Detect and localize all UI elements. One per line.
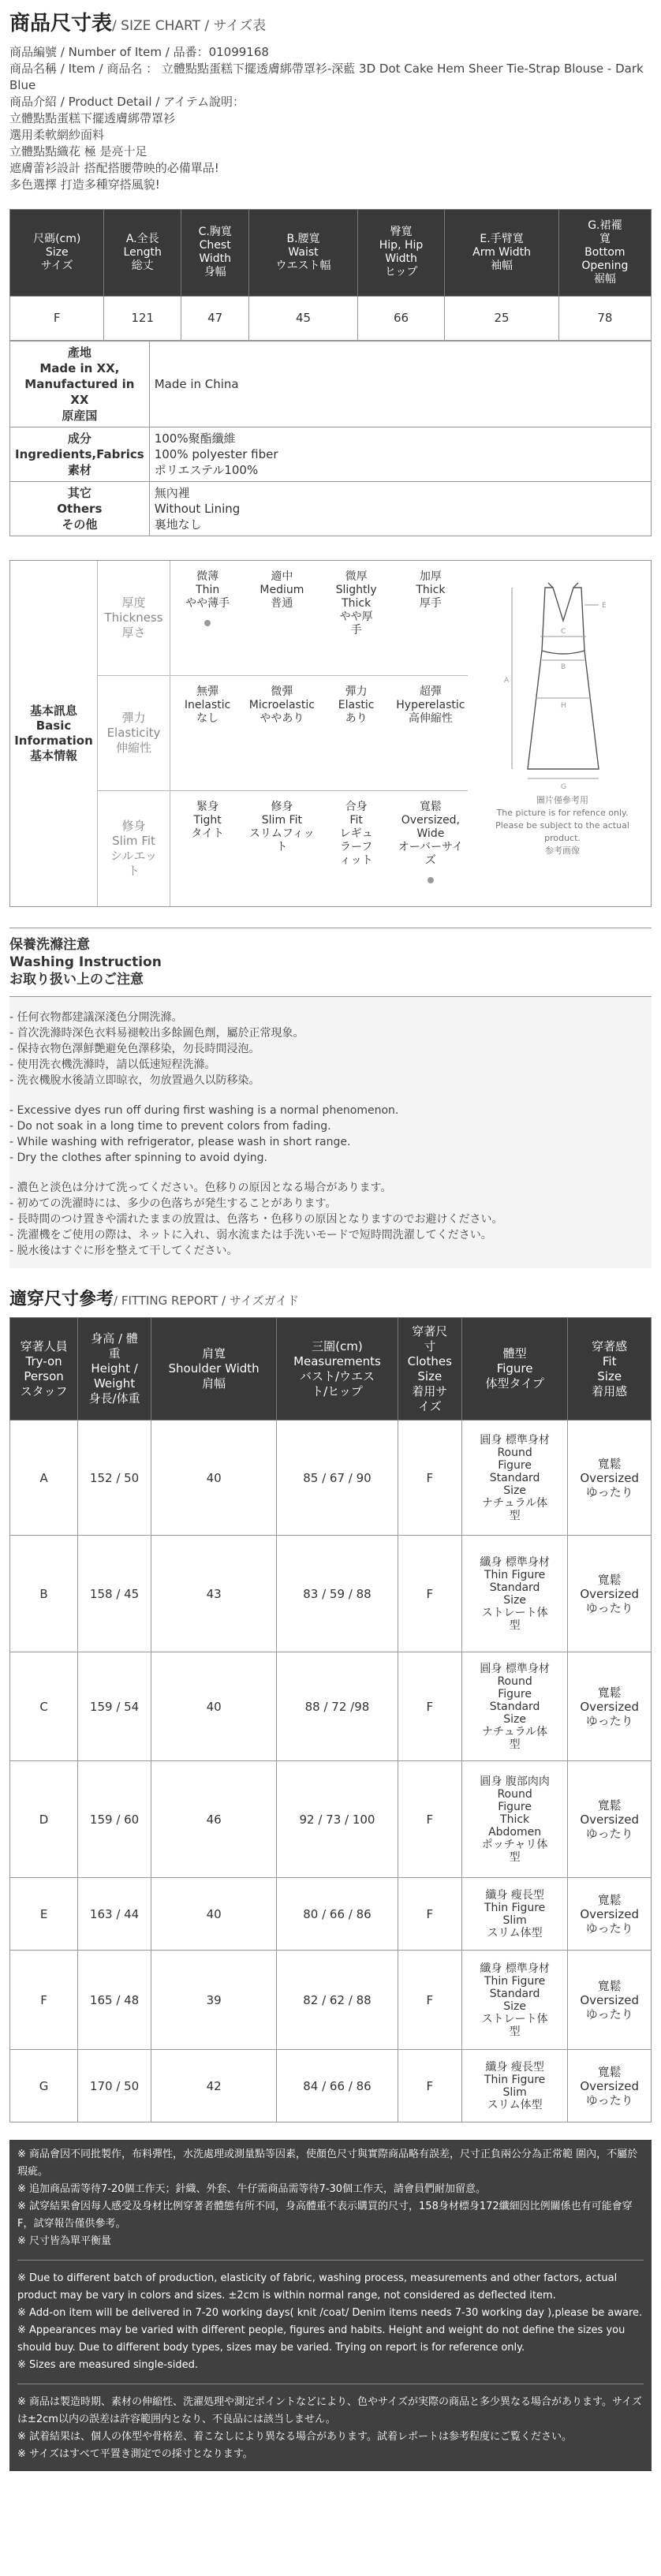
fitting-hw: 163 / 44 bbox=[78, 1878, 151, 1951]
size-header: 臀寬 Hip, Hip Width ヒップ bbox=[357, 209, 445, 296]
fitting-shoulder: 46 bbox=[151, 1761, 277, 1878]
fitting-size: F bbox=[398, 1421, 461, 1536]
info-line: 商品名稱 / Item / 商品名 ： 立體點點蛋糕下擺透膚綁帶罩衫-深藍 3D Dot Cake Hem Sheer Tie-Strap Blouse - Dark Blue bbox=[9, 61, 644, 92]
fitting-size: F bbox=[398, 1761, 461, 1878]
size-cell: 78 bbox=[558, 296, 651, 340]
attribute-option bbox=[245, 676, 319, 790]
fitting-figure: 纖身 瘦長型 Thin Figure Slim スリム体型 bbox=[461, 1878, 567, 1951]
page-title bbox=[9, 0, 652, 38]
washing-header bbox=[9, 928, 652, 997]
fitting-fit: 寬鬆 Oversized ゆったり bbox=[568, 1761, 652, 1878]
washing-title-jp: お取り扱い上のご注意 bbox=[9, 971, 144, 987]
attribute-option-label: 微薄 Thin やや薄手 bbox=[185, 569, 230, 610]
attribute-option-label: 緊身 Tight タイト bbox=[191, 800, 224, 840]
fitting-title-sub: / FITTING REPORT / サイズガイド bbox=[114, 1293, 300, 1308]
fitting-person: E bbox=[10, 1878, 78, 1951]
attribute-option-label: 修身 Slim Fit スリムフィッ ト bbox=[248, 800, 315, 853]
fitting-figure: 纖身 標準身材 Thin Figure Standard Size ストレート体 型 bbox=[461, 1536, 567, 1652]
attribute-option-label: 適中 Medium 普通 bbox=[260, 569, 304, 610]
attribute-option bbox=[245, 791, 319, 906]
title-sub: / SIZE CHART / サイズ表 bbox=[112, 18, 267, 34]
material-label: 成分 Ingredients,Fabrics 素材 bbox=[10, 427, 150, 481]
fitting-figure: 纖身 瘦長型 Thin Figure Slim スリム体型 bbox=[461, 2050, 567, 2122]
svg-text:G: G bbox=[561, 782, 566, 791]
note-line: ※ 追加商品需等待7-20個工作天；針織、外套、牛仔需商品需等待7-30個工作天，請會員們耐加留意。 bbox=[17, 2183, 487, 2196]
note-line: ※ 試着結果は、個人の体型や骨格差、着こなしにより異なる場合があります。試着レポートは参考程度にご覧ください。 bbox=[17, 2431, 572, 2443]
notes bbox=[9, 2140, 652, 2471]
note-line: ※ サイズはすべて平置き測定での採寸となります。 bbox=[17, 2448, 253, 2461]
note-line: ※ 商品會因不同批製作，布料彈性，水洗處理或測量點等因素，使顏色尺寸與實際商品略有誤差，尺寸正負兩公分為正常範 圍內，不屬於瑕疵。 bbox=[17, 2149, 638, 2178]
material-row bbox=[10, 481, 652, 536]
attribute-head: 修身 Slim Fit シルエッ ト bbox=[98, 791, 170, 906]
washing-instructions bbox=[9, 997, 652, 1268]
info-line: 選用柔軟網紗面料 bbox=[9, 127, 105, 142]
washing-line: - 使用洗衣機洗滌時，請以低速短程洗滌。 bbox=[9, 1058, 216, 1071]
fitting-row bbox=[10, 1951, 652, 2050]
washing-line: - 洗衣機脫水後請立即晾衣，勿放置過久以防移染。 bbox=[9, 1073, 260, 1087]
note-line: ※ Add-on item will be delivered in 7-20 working days( knit /coat/ Denim items needs 7-30 working day ),please be aware. bbox=[17, 2307, 643, 2320]
washing-line: - 洗濯機をご使用の際は、ネットに入れ、弱水流または手洗いモードで短時間洗濯してください。 bbox=[9, 1228, 492, 1241]
size-cell: 66 bbox=[357, 296, 445, 340]
fitting-header: 體型 Figure 体型タイプ bbox=[461, 1318, 567, 1421]
fitting-hw: 165 / 48 bbox=[78, 1951, 151, 2050]
attribute-option bbox=[170, 791, 245, 906]
fitting-meas: 80 / 66 / 86 bbox=[277, 1878, 398, 1951]
info-line: 多色選擇 打造多種穿搭風貌! bbox=[9, 177, 160, 192]
fitting-shoulder: 40 bbox=[151, 1652, 277, 1761]
washing-line: - Dry the clothes after spinning to avoid dying. bbox=[9, 1151, 267, 1164]
size-cell: 45 bbox=[249, 296, 357, 340]
size-table bbox=[9, 209, 652, 341]
attribute-row bbox=[98, 791, 468, 906]
washing-title-zh: 保養洗滌注意 bbox=[9, 936, 90, 953]
attribute-option bbox=[319, 791, 394, 906]
fitting-figure: 圓身 標準身材 Round Figure Standard Size ナチュラル体 型 bbox=[461, 1421, 567, 1536]
fitting-title-text: 適穿尺寸參考 bbox=[9, 1289, 114, 1309]
attribute-option-label: 超彈 Hyperelastic 高伸縮性 bbox=[396, 685, 465, 725]
fitting-person: B bbox=[10, 1536, 78, 1652]
size-row bbox=[10, 296, 652, 340]
material-row bbox=[10, 341, 652, 427]
fitting-header: 穿著感 Fit Size 着用感 bbox=[568, 1318, 652, 1421]
washing-line: - 長時間のつけ置きや濡れたままの放置は、色落ち・色移りの原因となりますのでお避けください。 bbox=[9, 1212, 503, 1226]
fitting-header: 穿著人員 Try-on Person スタッフ bbox=[10, 1318, 78, 1421]
fitting-person: C bbox=[10, 1652, 78, 1761]
size-header: E.手臂寬 Arm Width 袖幅 bbox=[445, 209, 558, 296]
washing-line: - Do not soak in a long time to prevent colors from fading. bbox=[9, 1119, 331, 1133]
washing-line: - 脱水後はすぐに形を整えて干してください。 bbox=[9, 1244, 238, 1257]
fitting-fit: 寬鬆 Oversized ゆったり bbox=[568, 1878, 652, 1951]
fitting-figure: 圓身 腹部肉肉 Round Figure Thick Abdomen ポッチャリ体 型 bbox=[461, 1761, 567, 1878]
fitting-row bbox=[10, 1878, 652, 1951]
size-header: G.裙襬 寬 Bottom Opening 裾幅 bbox=[558, 209, 651, 296]
fitting-fit: 寬鬆 Oversized ゆったり bbox=[568, 1421, 652, 1536]
fitting-fit: 寬鬆 Oversized ゆったり bbox=[568, 1652, 652, 1761]
fitting-header: 肩寬 Shoulder Width 肩幅 bbox=[151, 1318, 277, 1421]
material-value: 無內裡 Without Lining 裏地なし bbox=[149, 481, 651, 536]
svg-text:A: A bbox=[504, 676, 510, 685]
washing-line: - 首次洗滌時深色衣料易褪較出多餘圖色劑，屬於正常現象。 bbox=[9, 1026, 304, 1040]
attribute-row bbox=[98, 676, 468, 791]
material-table bbox=[9, 341, 652, 536]
fitting-shoulder: 40 bbox=[151, 1878, 277, 1951]
fitting-person: D bbox=[10, 1761, 78, 1878]
note-line: ※ 商品は製造時期、素材の伸縮性、洗濯処理や測定ポイントなどにより、色やサイズが実際の商品と多少異なる場合があります。サイズは±2cm以内の誤差は許容範囲内となり、不良品には該当しません。 bbox=[17, 2396, 642, 2426]
fitting-size: F bbox=[398, 1652, 461, 1761]
fitting-header: 穿著尺 寸 Clothes Size 着用サ イズ bbox=[398, 1318, 461, 1421]
fitting-hw: 158 / 45 bbox=[78, 1536, 151, 1652]
fitting-row bbox=[10, 1421, 652, 1536]
attribute-head: 厚度 Thickness 厚さ bbox=[98, 561, 170, 675]
notes-divider bbox=[17, 2260, 644, 2261]
size-header: B.腰寬 Waist ウエスト幅 bbox=[249, 209, 357, 296]
product-info bbox=[9, 44, 652, 193]
size-cell: F bbox=[10, 296, 104, 340]
fitting-row bbox=[10, 1761, 652, 1878]
washing-line: - 濃色と淡色は分けて洗ってください。色移りの原因となる場合があります。 bbox=[9, 1181, 392, 1194]
info-line: 商品介紹 / Product Detail / アイテム說明： bbox=[9, 94, 245, 109]
fitting-hw: 152 / 50 bbox=[78, 1421, 151, 1536]
fitting-meas: 84 / 66 / 86 bbox=[277, 2050, 398, 2122]
picture-caption: 圖片僅參考用 The picture is for refence only. Please be subject to the actual product. 参考画像 bbox=[495, 794, 629, 856]
attribute-option bbox=[394, 561, 468, 675]
fitting-person: A bbox=[10, 1421, 78, 1536]
basic-info bbox=[9, 560, 652, 907]
fitting-figure: 圓身 標準身材 Round Figure Standard Size ナチュラル体 型 bbox=[461, 1652, 567, 1761]
fitting-fit: 寬鬆 Oversized ゆったり bbox=[568, 2050, 652, 2122]
svg-text:H: H bbox=[561, 701, 566, 710]
attribute-head: 彈力 Elasticity 伸縮性 bbox=[98, 676, 170, 790]
fitting-row bbox=[10, 2050, 652, 2122]
material-label: 其它 Others その他 bbox=[10, 481, 150, 536]
attribute-option bbox=[170, 676, 245, 790]
note-line: ※ Due to different batch of production, elasticity of fabric, washing process, measurements and other factors, actual product may be vary in colors and sizes. ±2cm is within normal range, not considered as deflected item. bbox=[17, 2272, 618, 2302]
attribute-option-label: 微厚 Slightly Thick やや厚 手 bbox=[335, 569, 377, 637]
fitting-hw: 159 / 60 bbox=[78, 1761, 151, 1878]
fitting-fit: 寬鬆 Oversized ゆったり bbox=[568, 1951, 652, 2050]
selected-dot-icon bbox=[428, 877, 434, 883]
fitting-person: F bbox=[10, 1951, 78, 2050]
fitting-size: F bbox=[398, 2050, 461, 2122]
attribute-option bbox=[245, 561, 319, 675]
attribute-option bbox=[394, 676, 468, 790]
fitting-meas: 88 / 72 /98 bbox=[277, 1652, 398, 1761]
washing-line: - While washing with refrigerator, please wash in short range. bbox=[9, 1135, 351, 1148]
material-row bbox=[10, 427, 652, 481]
note-line: ※ 試穿結果會因每人感受及身材比例穿著者體態有所不同，身高體重不表示購買的尺寸，158身材標身172纖細因比例關係也有可能會穿F，試穿報告僅供參考。 bbox=[17, 2201, 633, 2231]
washing-title-en: Washing Instruction bbox=[9, 954, 162, 970]
svg-text:C: C bbox=[561, 627, 566, 636]
attribute-option-label: 合身 Fit レギュ ラーフ ィット bbox=[339, 800, 373, 867]
attribute-option bbox=[319, 676, 394, 790]
fitting-meas: 83 / 59 / 88 bbox=[277, 1536, 398, 1652]
note-line: ※ Appearances may be varied with different people, figures and habits. Height and weight do not define the sizes you should buy. Due to different body types, sizes may be varied. Trying on report is for reference only. bbox=[17, 2324, 626, 2354]
fitting-size: F bbox=[398, 1536, 461, 1652]
washing-line: - 初めての洗濯時には、多少の色落ちが発生することがあります。 bbox=[9, 1197, 337, 1210]
size-cell: 25 bbox=[445, 296, 558, 340]
fitting-meas: 85 / 67 / 90 bbox=[277, 1421, 398, 1536]
fitting-size: F bbox=[398, 1951, 461, 2050]
washing-line: - Excessive dyes run off during first washing is a normal phenomenon. bbox=[9, 1103, 399, 1117]
selected-dot-icon bbox=[204, 620, 211, 626]
fitting-meas: 82 / 62 / 88 bbox=[277, 1951, 398, 2050]
attribute-option-label: 無彈 Inelastic なし bbox=[184, 685, 231, 725]
size-header: 尺碼(cm) Size サイズ bbox=[10, 209, 104, 296]
fitting-title bbox=[9, 1289, 652, 1312]
attribute-row bbox=[98, 561, 468, 676]
fitting-fit: 寬鬆 Oversized ゆったり bbox=[568, 1536, 652, 1652]
washing-line: - 保持衣物色澤鮮艷避免色澤移染，勿長時間浸泡。 bbox=[9, 1042, 260, 1055]
material-label: 產地 Made in XX, Manufactured in XX 原産国 bbox=[10, 341, 150, 427]
fitting-shoulder: 40 bbox=[151, 1421, 277, 1536]
size-cell: 47 bbox=[181, 296, 248, 340]
material-value: Made in China bbox=[149, 341, 651, 427]
spacer bbox=[9, 1166, 652, 1180]
title-text: 商品尺寸表 bbox=[9, 12, 113, 35]
svg-text:B: B bbox=[561, 663, 566, 671]
fitting-table bbox=[9, 1317, 652, 2122]
fitting-figure: 纖身 標準身材 Thin Figure Standard Size ストレート体 型 bbox=[461, 1951, 567, 2050]
info-line: 立體點點蛋糕下擺透膚綁帶罩衫 bbox=[9, 110, 176, 125]
spacer bbox=[9, 1088, 652, 1103]
fitting-hw: 159 / 54 bbox=[78, 1652, 151, 1761]
fitting-person: G bbox=[10, 2050, 78, 2122]
fitting-row bbox=[10, 1652, 652, 1761]
size-header: C.胸寬 Chest Width 身幅 bbox=[181, 209, 248, 296]
fitting-header: 身高 / 體 重 Height / Weight 身長/体重 bbox=[78, 1318, 151, 1421]
attribute-grid bbox=[97, 561, 468, 906]
info-line: 商品編號 / Number of Item / 品番：01099168 bbox=[9, 44, 269, 59]
attribute-option bbox=[319, 561, 394, 675]
fitting-row bbox=[10, 1536, 652, 1652]
note-line: ※ 尺寸皆為單平衡量 bbox=[17, 2235, 112, 2248]
fitting-size: F bbox=[398, 1878, 461, 1951]
attribute-option-label: 寬鬆 Oversized, Wide オーバーサイ ズ bbox=[398, 800, 464, 867]
size-cell: 121 bbox=[104, 296, 181, 340]
attribute-option-label: 微彈 Microelastic ややあり bbox=[248, 685, 315, 725]
attribute-option-label: 彈力 Elastic あり bbox=[338, 685, 375, 725]
basic-info-label: 基本訊息 Basic Information 基本情報 bbox=[14, 703, 93, 763]
fitting-shoulder: 42 bbox=[151, 2050, 277, 2122]
fitting-shoulder: 43 bbox=[151, 1536, 277, 1652]
size-header: A.全長 Length 総丈 bbox=[104, 209, 181, 296]
svg-text:E: E bbox=[602, 601, 607, 610]
attribute-option bbox=[394, 791, 468, 906]
material-value: 100%聚酯纖維 100% polyester fiber ポリエステル100% bbox=[149, 427, 651, 481]
washing-line: - 任何衣物都建議深淺色分開洗滌。 bbox=[9, 1010, 183, 1024]
note-line: ※ Sizes are measured single-sided. bbox=[17, 2359, 199, 2372]
fitting-hw: 170 / 50 bbox=[78, 2050, 151, 2122]
attribute-option-label: 加厚 Thick 厚手 bbox=[416, 569, 446, 610]
fitting-meas: 92 / 73 / 100 bbox=[277, 1761, 398, 1878]
info-line: 遮膚蕾衫設計 搭配搭腰帶映的必備單品! bbox=[9, 160, 219, 175]
attribute-option bbox=[170, 561, 245, 675]
fitting-shoulder: 39 bbox=[151, 1951, 277, 2050]
info-line: 立體點點織花 極 是亮十足 bbox=[9, 144, 148, 159]
fitting-header: 三圍(cm) Measurements バスト/ウエス ト/ヒップ bbox=[277, 1318, 398, 1421]
